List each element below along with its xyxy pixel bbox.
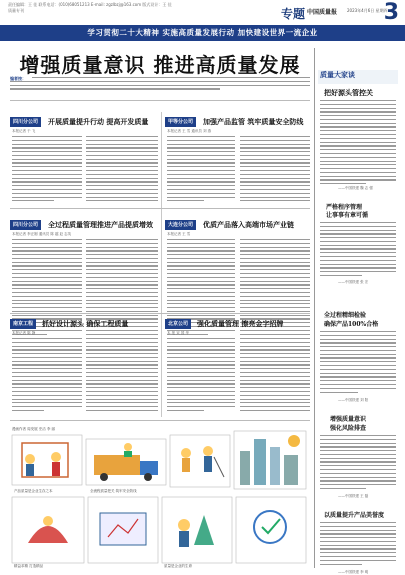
column-divider — [161, 112, 162, 417]
section-1-header — [10, 117, 160, 127]
sidebar-item-5-byline: ——中国铁建 李 明 — [338, 570, 369, 574]
editor-note-lead: 编者按： — [10, 76, 26, 81]
section-5-title: 抓好设计源头 确保工程质量 — [42, 319, 129, 328]
main-headline: 增强质量意识 推进高质量发展 — [19, 53, 301, 77]
section-5-col-b — [86, 338, 158, 414]
section-2-byline: 本报记者 王 雪 通讯员 刘 燕 — [167, 129, 212, 133]
section-3-title: 全过程质量管理推进产品提质增效 — [48, 220, 153, 229]
sidebar-item-2-title: 严格程序管理 — [326, 204, 363, 211]
sidebar-item-1-body — [320, 100, 396, 187]
caption-4: 质量是企业的生命 — [164, 564, 192, 568]
sidebar-column — [318, 48, 398, 574]
caption-3: 精益求精 打造精品 — [14, 564, 44, 568]
body-text — [86, 338, 158, 411]
paper-name: 中国质量报 — [307, 9, 338, 16]
row-divider — [10, 420, 310, 421]
sidebar-item-4-byline: ——中国铁建 王 磊 — [338, 494, 369, 498]
cartoon-artwork — [8, 425, 310, 570]
sidebar-item-4-body — [320, 435, 396, 492]
section-label: 专题 — [281, 7, 306, 21]
sidebar-item-3-subtitle: 确保产品100%合格 — [324, 321, 379, 328]
editor-note-body — [10, 77, 310, 90]
section-1-col-b — [86, 136, 158, 204]
meta-line-1: 责任编辑：王 佳 联系电话：(010)68051213 E-mail: zgzlbzj@163.com 版式设计：王 佳 — [8, 2, 172, 7]
body-text — [12, 338, 82, 411]
section-5-tag: 南京工程 — [10, 319, 36, 329]
body-text — [240, 338, 310, 411]
sidebar-item-1-byline: ——中国铁建 魏 志 强 — [338, 186, 373, 190]
sidebar-item-4-subtitle: 强化风险排查 — [330, 425, 367, 432]
section-3-byline: 本报记者 李正刚 通讯员 陈 越 赵 志英 — [12, 232, 72, 236]
section-1-byline: 本报记者 于 飞 — [12, 129, 36, 133]
issue-date: 2023年4月6日 星期四 — [347, 8, 388, 13]
section-3-tag: 四川分公司 — [10, 220, 41, 230]
section-2-tag: 甲等分公司 — [165, 117, 196, 127]
page-number: 3 — [383, 0, 399, 25]
section-6-tag: 北京公司 — [165, 319, 191, 329]
sidebar-item-2-subtitle: 让事事有章可循 — [326, 212, 369, 219]
body-text — [240, 136, 310, 201]
meta-line-2: 质量专刊 — [8, 8, 24, 13]
sidebar-item-5-body — [320, 522, 396, 567]
theme-banner: 学习贯彻二十大精神 实施高质量发展行动 加快建设世界一流企业 — [0, 25, 405, 41]
section-5-byline: 本报记者 陈 静 — [12, 331, 36, 335]
section-4-tag: 大连分公司 — [165, 220, 196, 230]
body-text — [86, 136, 158, 201]
section-2-col-b — [240, 136, 310, 204]
sidebar-item-5-title: 以质量提升产品美誉度 — [324, 512, 385, 519]
section-6-byline: 本 报 宋 国 华 — [167, 331, 189, 335]
caption-1: 产品质量是企业生存之本 — [14, 489, 53, 493]
editor-note — [10, 77, 310, 101]
sidebar-divider — [314, 48, 315, 568]
section-6-title: 强化质量管理 擦亮金字招牌 — [197, 319, 284, 328]
section-1-col-a — [12, 136, 82, 204]
row-divider — [10, 313, 310, 314]
sidebar-item-3-title: 全过程精细检验 — [324, 312, 367, 319]
sidebar-item-3-byline: ——中国铁建 刘 阳 — [338, 398, 369, 402]
section-4-byline: 本报记者 王 雪 — [167, 232, 191, 236]
sidebar-item-3-body — [320, 331, 396, 395]
sidebar-item-2-body — [320, 222, 396, 279]
body-text — [167, 136, 235, 201]
section-6-col-b — [240, 338, 310, 414]
section-4-title: 优质产品落入高端市场产业链 — [203, 220, 294, 229]
intro-divider — [10, 100, 310, 101]
section-6-col-a — [167, 338, 235, 414]
section-3-header — [10, 220, 160, 230]
section-2-title: 加强产品监管 筑牢质量安全防线 — [203, 117, 304, 126]
masthead — [281, 2, 399, 26]
section-1-tag: 四川分公司 — [10, 117, 41, 127]
sidebar-item-4-title: 增强质量意识 — [330, 416, 367, 423]
section-2-col-a — [167, 136, 235, 204]
sidebar-item-1-title: 把好源头管控关 — [324, 88, 373, 97]
section-6-header — [165, 319, 315, 329]
sidebar-header — [318, 70, 398, 84]
section-2-header — [165, 117, 315, 127]
caption-2: 全流程质量把关 筑牢安全防线 — [90, 489, 137, 493]
row-divider — [10, 208, 310, 209]
section-1-title: 开展质量提升行动 提高开发质量 — [48, 117, 149, 126]
section-4-header — [165, 220, 315, 230]
sidebar-item-2-byline: ——中国铁建 张 宏 — [338, 280, 369, 284]
section-5-header — [10, 319, 160, 329]
cartoon-illustration — [8, 425, 310, 570]
body-text — [12, 136, 82, 201]
sidebar-column-label: 质量大家谈 — [320, 70, 355, 79]
illustration-credit: 漫画作者 周发展 史洁 李 丽 — [12, 427, 55, 431]
body-text — [167, 338, 235, 411]
section-5-col-a — [12, 338, 82, 414]
